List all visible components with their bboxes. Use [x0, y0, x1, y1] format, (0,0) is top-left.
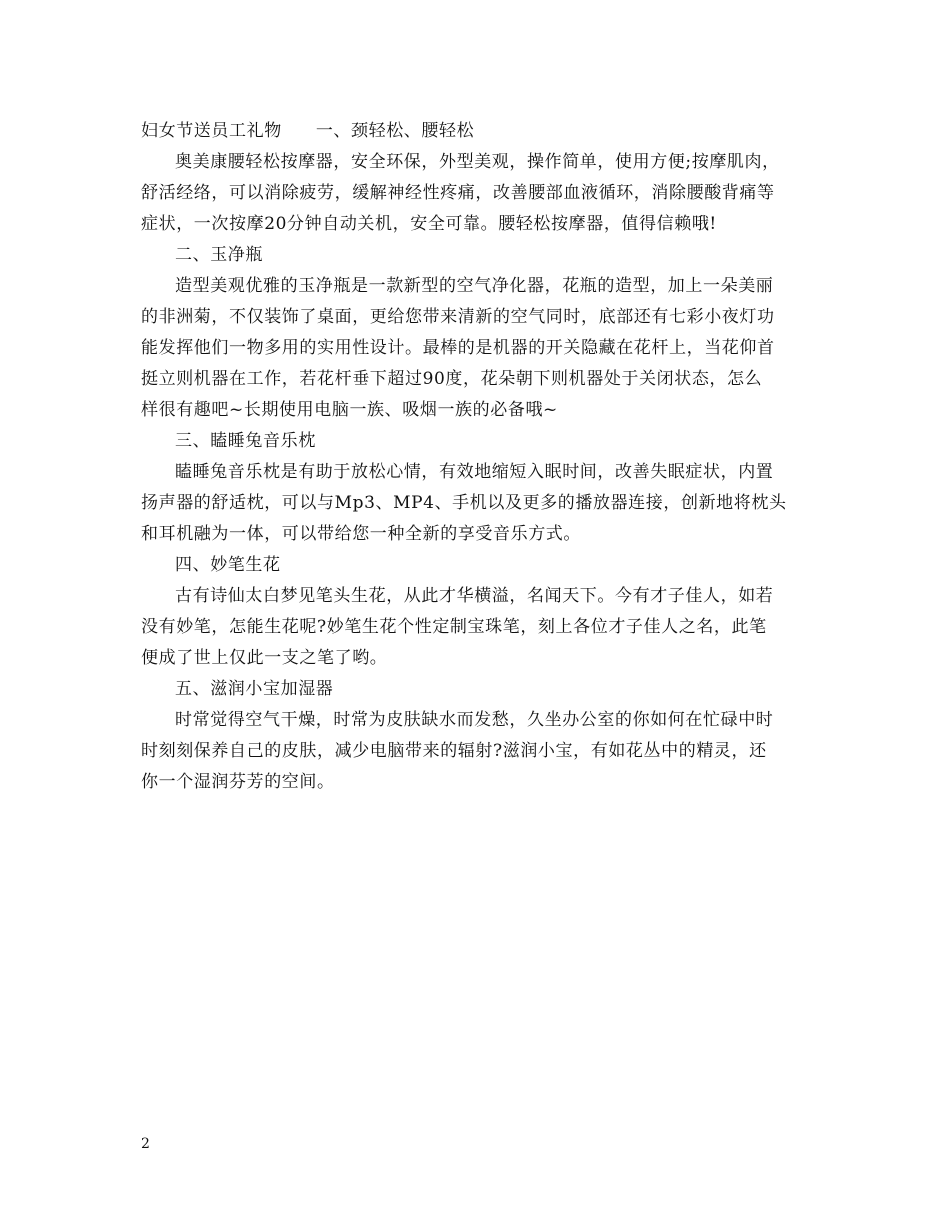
paragraph-line: 时刻刻保养自己的皮肤，减少电脑带来的辐射?滋润小宝，有如花丛中的精灵，还: [141, 741, 767, 761]
section-heading: 一、颈轻松、腰轻松: [315, 121, 475, 141]
paragraph-line: 扬声器的舒适枕，可以与Mp3、MP4、手机以及更多的播放器连接，创新地将枕头: [141, 493, 787, 513]
paragraph-line: 舒活经络，可以消除疲劳，缓解神经性疼痛，改善腰部血液循环，消除腰酸背痛等: [141, 183, 775, 203]
paragraph-line: 挺立则机器在工作，若花杆垂下超过90度，花朵朝下则机器处于关闭状态，怎么: [141, 369, 763, 389]
section-heading: 四、妙笔生花: [175, 555, 281, 575]
document-title: 妇女节送员工礼物: [141, 121, 282, 141]
title-line: [141, 116, 813, 147]
paragraph-line: 古有诗仙太白梦见笔头生花，从此才华横溢，名闻天下。今有才子佳人，如若: [175, 586, 774, 606]
document-body: [141, 116, 813, 798]
paragraph-line: 和耳机融为一体，可以带给您一种全新的享受音乐方式。: [141, 524, 581, 544]
paragraph-line: 样很有趣吧~长期使用电脑一族、吸烟一族的必备哦~: [141, 400, 558, 420]
paragraph-line: 你一个湿润芬芳的空间。: [141, 772, 335, 792]
paragraph-line: 能发挥他们一物多用的实用性设计。最棒的是机器的开关隐藏在花杆上，当花仰首: [141, 338, 775, 358]
paragraph-line: 没有妙笔，怎能生花呢?妙笔生花个性定制宝珠笔，刻上各位才子佳人之名，此笔: [141, 617, 767, 637]
paragraph-line: 便成了世上仅此一支之笔了哟。: [141, 648, 388, 668]
paragraph-line: 时常觉得空气干燥，时常为皮肤缺水而发愁，久坐办公室的你如何在忙碌中时: [175, 710, 774, 730]
paragraph-line: 奥美康腰轻松按摩器，安全环保，外型美观，操作简单，使用方便;按摩肌肉，: [175, 152, 780, 172]
page-number: 2: [141, 1136, 150, 1152]
paragraph-line: 症状，一次按摩20分钟自动关机，安全可靠。腰轻松按摩器，值得信赖哦!: [141, 214, 717, 234]
paragraph-line: 瞌睡兔音乐枕是有助于放松心情，有效地缩短入眠时间，改善失眠症状，内置: [175, 462, 774, 482]
section-heading: 三、瞌睡兔音乐枕: [175, 431, 316, 451]
paragraph-line: 的非洲菊，不仅装饰了桌面，更给您带来清新的空气同时，底部还有七彩小夜灯功: [141, 307, 775, 327]
section-heading: 二、玉净瓶: [175, 245, 263, 265]
paragraph-line: 造型美观优雅的玉净瓶是一款新型的空气净化器，花瓶的造型，加上一朵美丽: [175, 276, 774, 296]
section-heading: 五、滋润小宝加湿器: [175, 679, 334, 699]
